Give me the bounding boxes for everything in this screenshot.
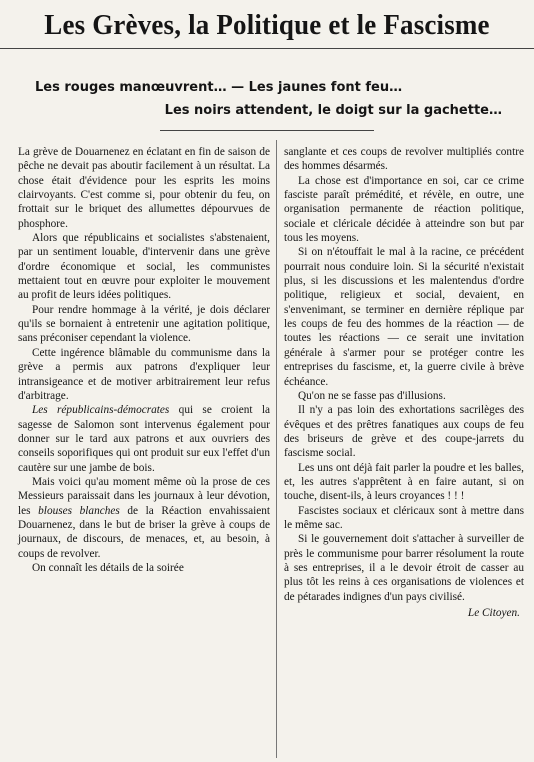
left-paragraph-3: Pour rendre hommage à la vérité, je dois déclarer qu'ils se bornaient à entretenir une agitation politique, sans préconiser cependant la violence. — [18, 303, 270, 345]
signature: Le Citoyen. — [467, 607, 520, 619]
right-paragraph-3: Qu'on ne se fasse pas d'illusions. — [298, 389, 446, 402]
left-paragraph-5-text: qui se croient la sagesse de Salomon sont intervenus également pour donner sur le tard aux patrons et aux ouvriers des conseils soporifiques qui ont produit sur eux l'effet d'un cautère sur une jambe de bois. — [18, 404, 270, 474]
left-paragraph-6 — [18, 475, 270, 561]
left-paragraph-7: On connaît les détails de la soirée — [32, 561, 184, 574]
right-paragraph-2: Si on n'étouffait le mal à la racine, ce précédent pourrait nous conduire loin. Si la sécurité n'existait plus, si les discussions et les malentendus d'ordre politique, religieux et social, devaient, en s'envenimant, se terminer en dernière réplique par les coups de feu des hommes de la réaction — de toutes les réactions — ce serait une invitation générale à s'armer pour se protéger contre les entreprises du fascisme, et, la guerre civile à brève échéance. — [284, 246, 524, 388]
left-paragraph-5 — [18, 403, 270, 475]
article-title: Les Grèves, la Politique et le Fascisme — [44, 9, 490, 41]
right-paragraph-5: Les uns ont déjà fait parler la poudre et les balles, et, les autres s'apprêtent à en faire autant, si on touche, disent-ils, à leurs croyances ! ! ! — [284, 461, 524, 503]
right-paragraph-0: sanglante et ces coups de revolver multipliés contre des hommes désarmés. — [284, 146, 524, 173]
subtitle-line-2: Les noirs attendent, le doigt sur la gachette… — [164, 103, 502, 118]
right-paragraph-4: Il n'y a pas loin des exhortations sacrilèges des évêques et des prêtres fanatiques aux coups de feu des briseurs de grève et des coupe-jarrets du fascisme social. — [284, 404, 524, 460]
left-paragraph-6-text-a: Mais voici qu'au moment même où la prose de ces Messieurs paraissait dans les journaux à leur dévotion, les — [18, 475, 270, 517]
right-paragraph-1: La chose est d'importance en soi, car ce crime fasciste paraît prémédité, et révèle, en outre, une organisation permanente de réaction politique, sociale et cléricale décidée à atteindre son but par tous les moyens. — [284, 174, 524, 245]
subtitle-rule — [160, 130, 374, 131]
left-paragraph-6-text-b: de la Réaction envahissaient Douarnenez, dans le but de briser la grève à coups de journaux, de discours, de menaces, et, au besoin, à coups de revolver. — [18, 504, 271, 560]
left-column — [18, 145, 270, 575]
right-paragraph-7: Si le gouvernement doit s'attacher à surveiller de près le communisme pour barrer résolument la route à ses entreprises, il a le devoir étroit de casser au plus tôt les reins à ces organisations de violences et de pétarades indignes d'un pays civilisé. — [284, 533, 524, 603]
left-paragraph-2: Alors que républicains et socialistes s'abstenaient, par un sentiment louable, d'intervenir dans une grève d'ordre économique et social, les communistes mettaient tout en œuvre pour exploiter le mouvement au profit de leurs idées politiques. — [18, 232, 270, 302]
column-divider — [276, 140, 277, 758]
right-column — [284, 145, 524, 620]
right-paragraph-6: Fascistes sociaux et cléricaux sont à mettre dans le même sac. — [284, 504, 524, 531]
subtitle-line-1: Les rouges manœuvrent… — Les jaunes font feu… — [35, 80, 403, 95]
left-paragraph-4: Cette ingérence blâmable du communisme dans la grève a permis aux patrons d'expliquer leur intransigeance et de motiver arbitrairement leur refus d'arbitrage. — [18, 346, 270, 402]
left-paragraph-1: La grève de Douarnenez en éclatant en fin de saison de pêche ne devait pas aboutir facilement à un résultat. La chose était d'évidence pour les esprits les moins clairvoyants. C'est comme si, pour obtenir du feu, on frottait sur le briquet des allumettes dépourvues de phosphore. — [18, 146, 270, 230]
left-paragraph-6-italic: blouses blanches — [38, 504, 120, 517]
left-paragraph-5-italic: Les républicains-démocrates — [32, 404, 170, 417]
title-rule — [0, 48, 534, 49]
